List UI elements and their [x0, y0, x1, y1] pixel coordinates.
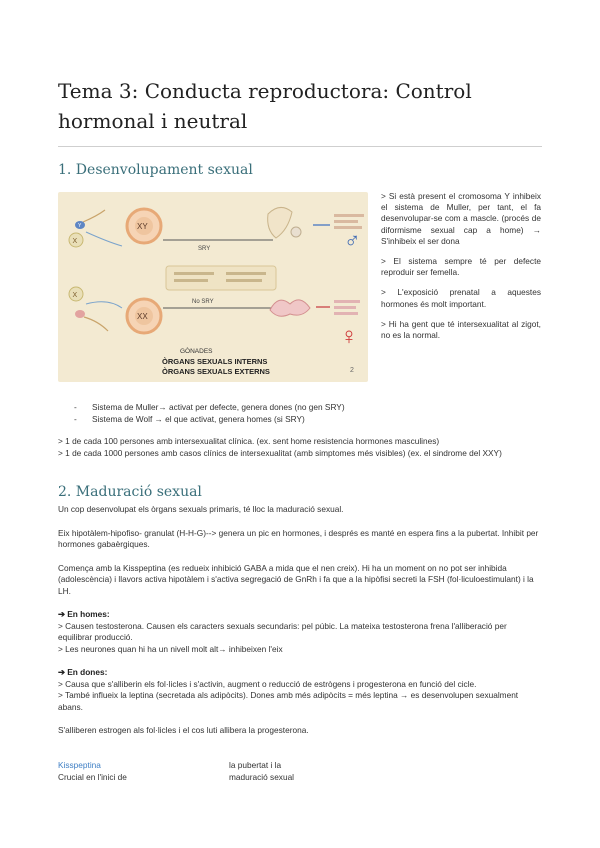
sperm-bottom-tail — [84, 317, 108, 331]
figure-page-number: 2 — [350, 367, 354, 374]
section2-body — [58, 504, 542, 749]
note-line: > 1 de cada 1000 persones amb casos clínics de intersexualitat (amb simptomes més visibles) (ex. el sindrome del XXY) — [58, 447, 502, 458]
systems-bullet-list — [92, 401, 532, 425]
female-caption-1 — [334, 300, 360, 303]
paragraph: S'alliberen estrogen als fol·licles i el cos luti allibera la progesterona. — [58, 725, 309, 735]
paragraph: Eix hipotàlem-hipofiso- granulat (H-H-G)--> genera un pic en hormones, i després es manté en espera fins a la pubertat. Inhibit per hormones gabaèrgiques. — [58, 527, 539, 549]
sperm-bottom-head — [75, 310, 85, 318]
column-right — [229, 760, 389, 783]
intersexuality-notes — [58, 436, 542, 459]
zygote-xx-label: XX — [137, 312, 148, 321]
sexual-development-figure — [58, 192, 368, 382]
sperm-top-tail — [83, 210, 105, 222]
title-divider — [58, 146, 542, 147]
zygote-xy-label: XY — [137, 222, 148, 231]
testis-icon — [291, 227, 301, 237]
paragraph: Comença amb la Kisspeptina (es redueix inhibició GABA a mida que el nen creix). Hi ha un moment on no pot ser inhibida (adolescència) i llavors activa hipotàlem i s'activa segregació de GnRh i fa que a la hipòfisi secreti la FSH (fol·liculoestimulant) i la LH. — [58, 562, 534, 596]
bullet-item: - Sistema de Muller→ activat per defecte, genera dones (no gen SRY) — [92, 401, 532, 413]
middle-text-4 — [226, 279, 262, 282]
male-caption-2 — [334, 220, 358, 223]
note-line: > 1 de cada 100 persones amb intersexualitat clínica. (ex. sent home resistencia hormones masculines) — [58, 436, 440, 446]
bullet-item: - Sistema de Wolf → el que activat, genera homes (si SRY) — [92, 413, 532, 425]
middle-text-1 — [174, 272, 214, 275]
organs-interns-label: ÒRGANS SEXUALS INTERNS — [162, 357, 268, 366]
section2-heading: 2. Maduració sexual — [58, 484, 202, 500]
column-text: la pubertat i la — [229, 760, 282, 770]
kisspeptina-title: Kisspeptina — [58, 760, 101, 770]
no-sry-label: No SRY — [192, 299, 214, 305]
sry-label: SRY — [198, 246, 211, 252]
male-symbol-icon: ♂ — [344, 228, 361, 253]
men-line: > Causen testosterona. Causen els caracters sexuals secundaris: pel púbic. La mateixa testosterona frena l'alliberació per equilibrar producció. — [58, 620, 507, 642]
women-heading: ➔ En dones: — [58, 667, 108, 677]
document-page — [58, 76, 542, 782]
section1-side-text — [381, 191, 541, 350]
column-text: maduració sexual — [229, 771, 295, 782]
middle-box — [166, 266, 276, 290]
ovum-bottom-label: X — [72, 292, 78, 299]
column-left — [58, 760, 218, 783]
muller-system-icon — [270, 300, 310, 316]
male-caption-1 — [334, 214, 364, 217]
men-heading: ➔ En homes: — [58, 609, 110, 619]
side-paragraph: > L'exposició prenatal a aquestes hormones és molt important. — [381, 287, 541, 309]
page-title: Tema 3: Conducta reproductora: Control hormonal i neutral — [58, 79, 472, 133]
side-paragraph: > Si està present el cromosoma Y inhibeix el sistema de Muller, per tant, el fa desenvolupar-se com a mascle. (procés de diformisme sexual cap a home) → S'inhibeix el ser dona — [381, 191, 541, 246]
ovum-top-label: X — [72, 238, 78, 245]
middle-text-2 — [174, 279, 208, 282]
wolf-system-icon — [268, 207, 292, 238]
paragraph: Un cop desenvolupat els òrgans sexuals primaris, té lloc la maduració sexual. — [58, 504, 344, 514]
column-text: Crucial en l'inici de — [58, 771, 127, 782]
organs-externs-label: ÒRGANS SEXUALS EXTERNS — [162, 367, 270, 376]
gonades-label: GÒNADES — [180, 348, 213, 355]
figure-diagram — [58, 192, 368, 382]
women-line: > També influeix la leptina (secretada als adipòcits). Dones amb més adipòcits = més leptina → es desenvolupen sexualment abans. — [58, 690, 519, 712]
men-line: > Les neurones quan hi ha un nivell molt alt→ inhibeixen l'eix — [58, 643, 283, 654]
section1-heading: 1. Desenvolupament sexual — [58, 162, 253, 178]
sperm-top-label: Y — [78, 223, 82, 229]
female-caption-3 — [334, 312, 358, 315]
women-line: > Causa que s'alliberin els fol·licles i s'activin, augment o reducció de estrògens i progesterona en funció del cicle. — [58, 678, 477, 689]
arrow-bottom-1 — [86, 302, 122, 308]
female-symbol-icon: ♀ — [340, 323, 358, 350]
middle-text-3 — [226, 272, 266, 275]
side-paragraph: > Hi ha gent que té intersexualitat al zigot, no es la normal. — [381, 318, 541, 341]
female-caption-2 — [334, 306, 356, 309]
side-paragraph: > El sistema sempre té per defecte reproduir ser femella. — [381, 256, 541, 278]
arrow-top-1 — [86, 232, 122, 246]
